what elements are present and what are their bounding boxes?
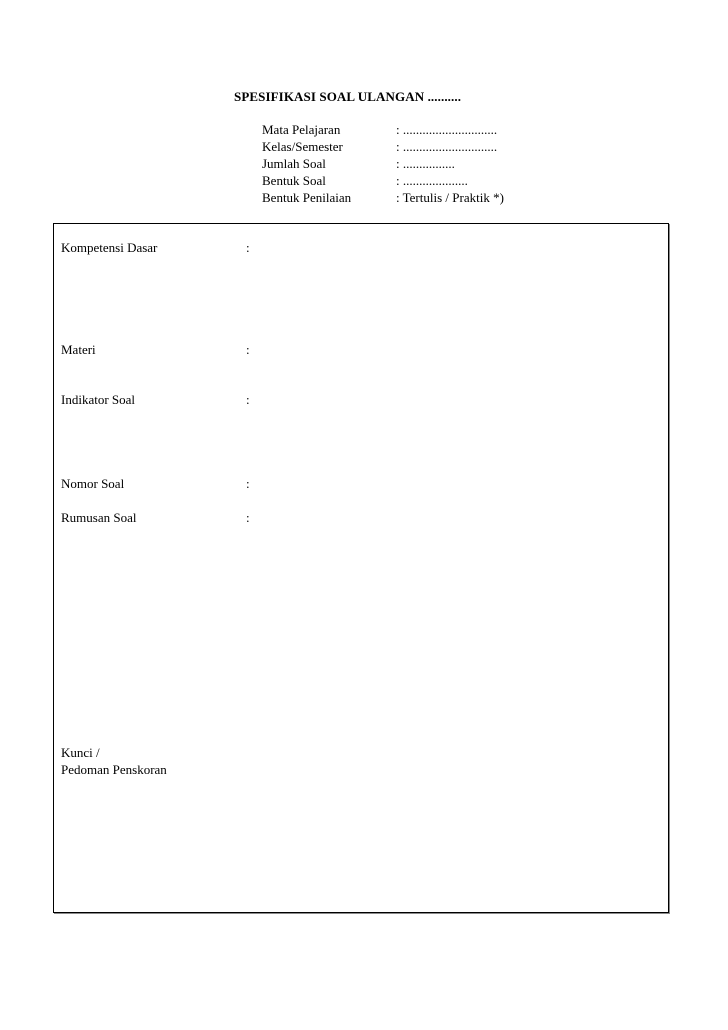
info-value-mata-pelajaran: : ............................. xyxy=(396,122,498,137)
info-label-mata-pelajaran: Mata Pelajaran xyxy=(262,122,341,137)
field-label-pedoman-penskoran: Pedoman Penskoran xyxy=(61,762,167,777)
field-label-indikator-soal: Indikator Soal xyxy=(61,392,136,407)
field-colon-indikator-soal: : xyxy=(246,392,250,407)
specification-box xyxy=(53,223,669,913)
field-label-kompetensi-dasar: Kompetensi Dasar xyxy=(61,240,158,255)
document-title: SPESIFIKASI SOAL ULANGAN .......... xyxy=(234,89,462,104)
field-colon-rumusan-soal: : xyxy=(246,510,250,525)
info-label-kelas-semester: Kelas/Semester xyxy=(262,139,343,154)
info-value-jumlah-soal: : ................ xyxy=(396,156,455,171)
info-label-bentuk-penilaian: Bentuk Penilaian xyxy=(262,190,352,205)
info-value-bentuk-soal: : .................... xyxy=(396,173,468,188)
field-colon-materi: : xyxy=(246,342,250,357)
field-colon-nomor-soal: : xyxy=(246,476,250,491)
info-value-bentuk-penilaian: : Tertulis / Praktik *) xyxy=(396,190,504,205)
field-label-kunci: Kunci / xyxy=(61,745,100,760)
field-label-nomor-soal: Nomor Soal xyxy=(61,476,125,491)
field-label-rumusan-soal: Rumusan Soal xyxy=(61,510,137,525)
info-value-kelas-semester: : ............................. xyxy=(396,139,498,154)
info-label-jumlah-soal: Jumlah Soal xyxy=(262,156,326,171)
field-label-materi: Materi xyxy=(61,342,96,357)
field-colon-kompetensi-dasar: : xyxy=(246,240,250,255)
info-label-bentuk-soal: Bentuk Soal xyxy=(262,173,326,188)
